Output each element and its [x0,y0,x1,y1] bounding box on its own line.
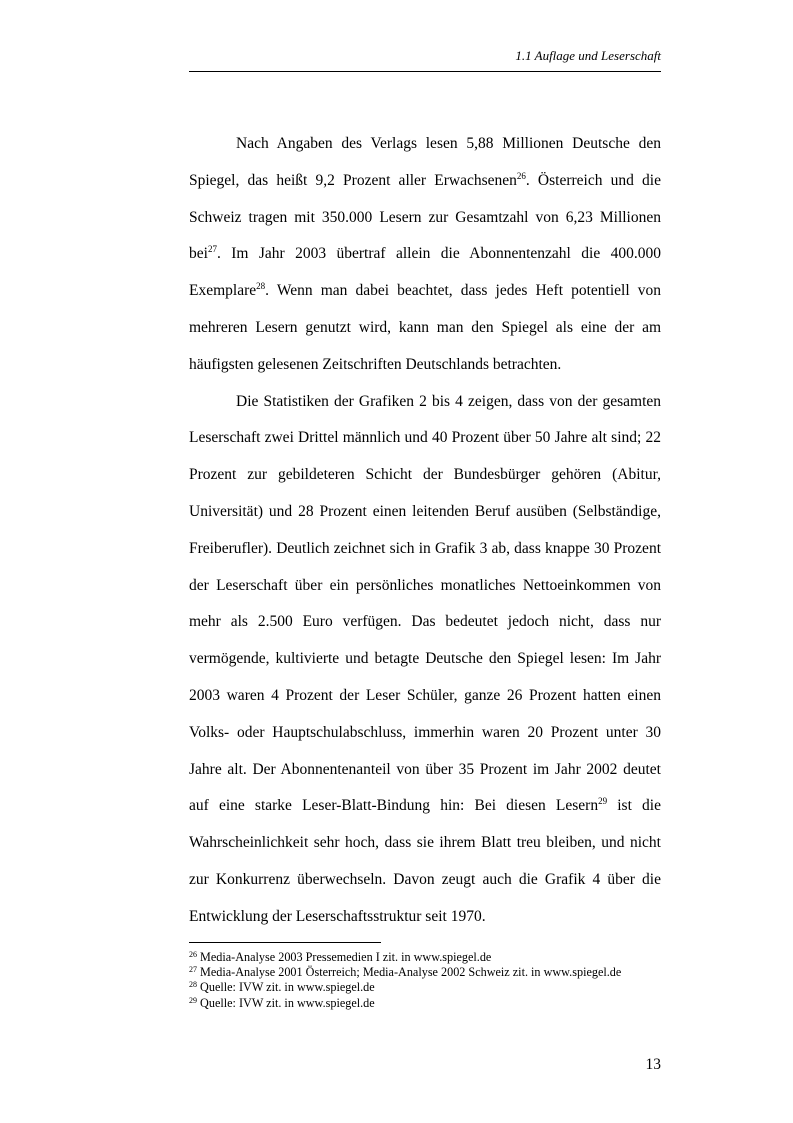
text-run: . Im Jahr 2003 übertraf allein die Abonnentenzahl die 400.000 Exemplare [189,245,661,300]
paragraph [189,126,661,384]
paragraph [189,384,661,936]
footnote-ref-26[interactable]: 26 [516,170,526,181]
footnote-text: Quelle: IVW zit. in www.spiegel.de [200,980,375,995]
page-number: 13 [645,1056,661,1073]
footnote-number: 29 [189,995,197,1005]
footnote-number: 27 [189,965,197,975]
footnote [189,950,661,965]
text-run: Nach Angaben des Verlags lesen 5,88 Millionen Deutsche den Spiegel, das heißt 9,2 Prozent aller Erwachsenen [189,135,661,189]
footnote-ref-28[interactable]: 28 [256,281,266,292]
header-rule [189,71,661,72]
footnote [189,996,661,1011]
footnote-number: 26 [189,950,197,959]
running-header: 1.1 Auflage und Leserschaft [515,48,661,63]
text-run: . Österreich und die Schweiz tragen mit 350.000 Lesern zur Gesamtzahl von 6,23 Millionen bei [189,171,661,263]
footnote-rule [189,942,381,943]
text-run: . Wenn man dabei beachtet, dass jedes Heft potentiell von mehreren Lesern genutzt wird, kann man den Spiegel als eine der am häufigsten gelesenen Zeitschriften Deutschlands betrachten. [189,282,661,373]
footnote-text: Quelle: IVW zit. in www.spiegel.de [200,995,375,1010]
footnote-ref-29[interactable]: 29 [598,796,608,807]
footnote-text: Media-Analyse 2003 Pressemedien I zit. in www.spiegel.de [200,950,492,964]
footnote-text: Media-Analyse 2001 Österreich; Media-Analyse 2002 Schweiz zit. in www.spiegel.de [200,965,622,980]
footnote [189,965,661,980]
footnote-ref-27[interactable]: 27 [207,244,217,255]
body-text [189,126,661,936]
text-run: Die Statistiken der Grafiken 2 bis 4 zeigen, dass von der gesamten Leserschaft zwei Drittel männlich und 40 Prozent über 50 Jahre alt sind; 22 Prozent zur gebildeteren Schicht der Bundesbürger gehören (Abitur, Universität) und 28 Prozent einen leitenden Beruf ausüben (Selbständige, Freiberufler). Deutlich zeichnet sich in Grafik 3 ab, dass knappe 30 Prozent der Leserschaft über ein persönliches monatliches Nettoeinkommen von mehr als 2.500 Euro verfügen. Das bedeutet jedoch nicht, dass nur vermögende, kultivierte und betagte Deutsche den Spiegel lesen: Im Jahr 2003 waren 4 Prozent der Leser Schüler, ganze 26 Prozent hatten einen Volks- oder Hauptschulabschluss, immerhin waren 20 Prozent unter 30 Jahre alt. Der Abonnentenanteil von über 35 Prozent im Jahr 2002 deutet auf eine starke Leser-Blatt-Bindung hin: Bei diesen Lesern [189,392,661,815]
footnotes [189,950,661,1011]
footnote-number: 28 [189,980,197,990]
text-run: ist die Wahrscheinlichkeit sehr hoch, dass sie ihrem Blatt treu bleiben, und nicht zur Konkurrenz überwechseln. Davon zeugt auch die Grafik 4 über die Entwicklung der Leserschaftsstruktur seit 1970. [189,797,661,925]
footnote [189,980,661,995]
